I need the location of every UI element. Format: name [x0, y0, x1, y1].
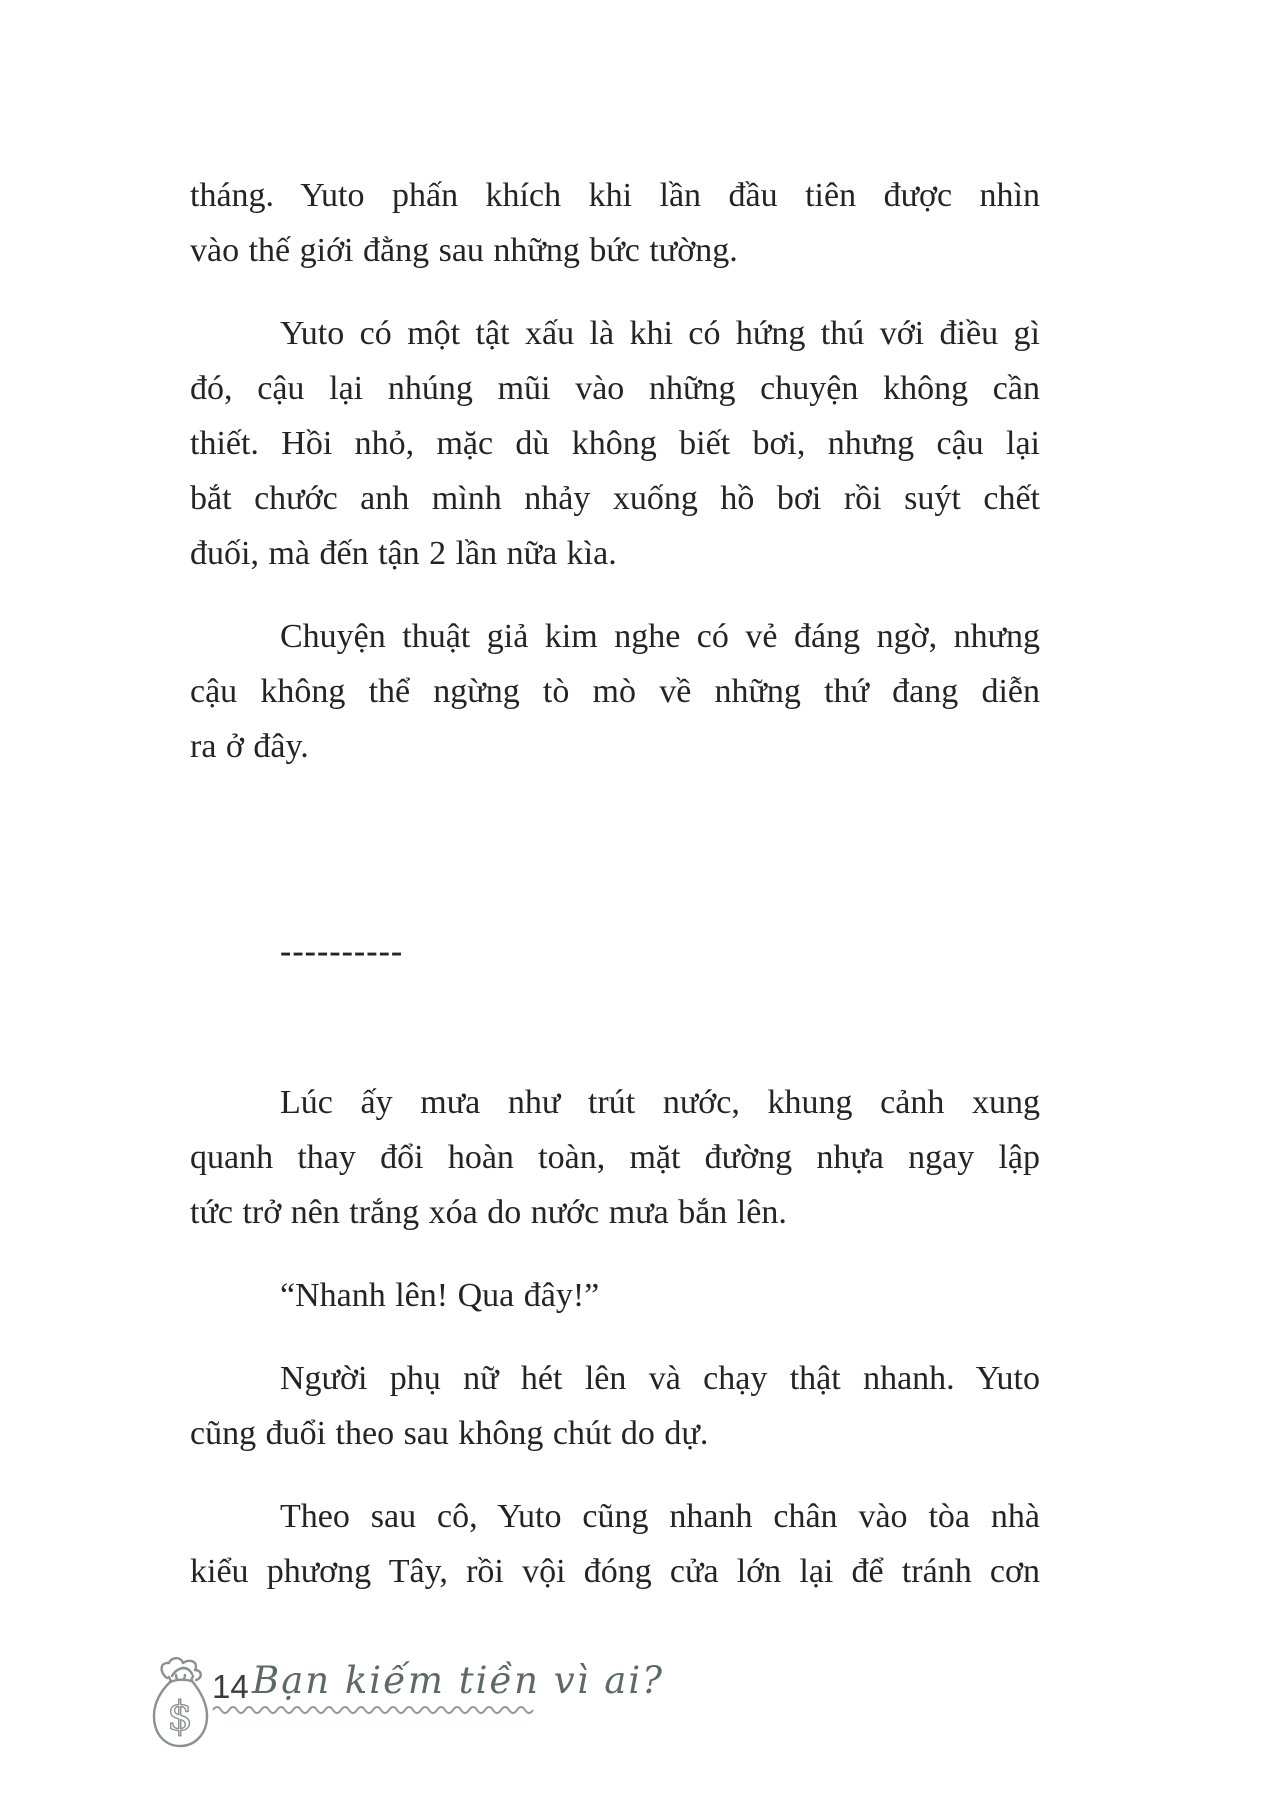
page-number: 14 — [212, 1668, 249, 1705]
text-line: Yuto có một tật xấu là khi có hứng thú với điều gì — [280, 315, 1040, 352]
text-line: đó, cậu lại nhúng mũi vào những chuyện không cần — [190, 370, 1040, 407]
text-line: đuối, mà đến tận 2 lần nữa kìa. — [190, 535, 617, 572]
text-line: tháng. Yuto phấn khích khi lần đầu tiên được nhìn — [190, 177, 1040, 214]
paragraph — [190, 609, 1040, 774]
section-separator: ---------- — [280, 933, 404, 970]
book-title: Bạn kiếm tiền vì ai? — [252, 1659, 664, 1702]
money-bag-icon — [150, 1654, 210, 1752]
paragraph — [190, 1075, 1040, 1240]
text-line: cũng đuổi theo sau không chút do dự. — [190, 1415, 709, 1452]
paragraph — [190, 1489, 1040, 1599]
paragraph — [190, 1268, 1040, 1323]
text-line: ra ở đây. — [190, 728, 309, 765]
text-line: kiểu phương Tây, rồi vội đóng cửa lớn lại để tránh cơn — [190, 1553, 1040, 1590]
svg-text:$: $ — [167, 1694, 193, 1740]
wavy-underline — [212, 1702, 542, 1716]
page-footer — [0, 1650, 1275, 1770]
paragraph — [190, 306, 1040, 581]
paragraph — [190, 1351, 1040, 1461]
text-line: thiết. Hồi nhỏ, mặc dù không biết bơi, nhưng cậu lại — [190, 425, 1040, 462]
text-line: tức trở nên trắng xóa do nước mưa bắn lên. — [190, 1194, 787, 1231]
text-line: Chuyện thuật giả kim nghe có vẻ đáng ngờ, nhưng — [280, 618, 1040, 655]
text-line: “Nhanh lên! Qua đây!” — [280, 1277, 600, 1314]
text-line: vào thế giới đằng sau những bức tường. — [190, 232, 738, 269]
text-line: quanh thay đổi hoàn toàn, mặt đường nhựa ngay lập — [190, 1139, 1040, 1176]
body-text — [190, 168, 1040, 1627]
text-line: Người phụ nữ hét lên và chạy thật nhanh. Yuto — [280, 1360, 1040, 1397]
text-line: Theo sau cô, Yuto cũng nhanh chân vào tòa nhà — [280, 1498, 1040, 1535]
text-line: cậu không thể ngừng tò mò về những thứ đang diễn — [190, 673, 1040, 710]
text-line: Lúc ấy mưa như trút nước, khung cảnh xung — [280, 1084, 1040, 1121]
text-line: bắt chước anh mình nhảy xuống hồ bơi rồi suýt chết — [190, 480, 1040, 517]
paragraph — [190, 168, 1040, 278]
